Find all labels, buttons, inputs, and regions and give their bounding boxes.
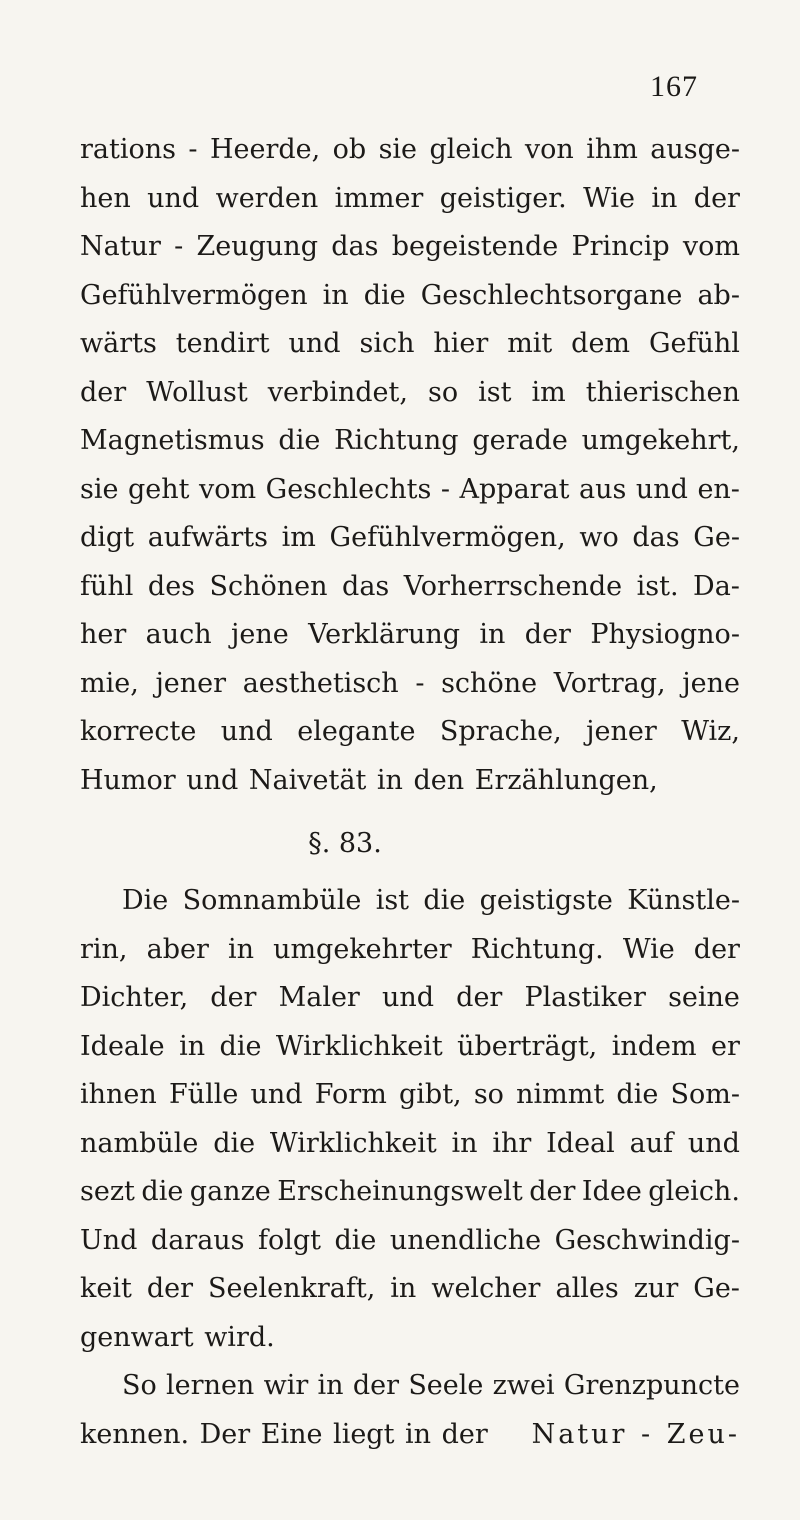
text-line: Magnetismus die Richtung gerade umgekehrt, [80, 425, 740, 456]
text-line: Natur - Zeugung das begeistende Princip vom [80, 231, 740, 262]
text-line: korrecte und elegante Sprache, jener Wiz, [80, 716, 740, 747]
text-line: mie, jener aesthetisch - schöne Vortrag, jene [80, 667, 740, 699]
paragraph-2 [80, 877, 740, 1362]
page-number: 167 [650, 70, 698, 103]
text-line: Dichter, der Maler und der Plastiker seine [80, 982, 740, 1013]
text-line-spaced: Natur - Zeu- [531, 1418, 740, 1450]
text-line: rin, aber in umgekehrter Richtung. Wie der [80, 933, 740, 965]
text-line: nambüle die Wirklichkeit in ihr Ideal auf und [80, 1127, 740, 1159]
text-line: Ideale in die Wirklichkeit überträgt, indem er [80, 1030, 740, 1062]
text-line: So lernen wir in der Seele zwei Grenzpuncte [122, 1370, 740, 1401]
text-line: sie geht vom Geschlechts - Apparat aus und en- [80, 473, 740, 505]
text-line: Und daraus folgt die unendliche Geschwindig- [80, 1224, 740, 1256]
text-block [80, 126, 740, 1459]
text-line: digt aufwärts im Gefühlvermögen, wo das Ge- [80, 522, 740, 553]
text-line: genwart wird. [80, 1321, 275, 1353]
text-line-start: kennen. Der Eine liegt in der [80, 1418, 488, 1450]
text-line: hen und werden immer geistiger. Wie in der [80, 182, 740, 214]
text-line [80, 1411, 740, 1460]
section-heading: §. 83. [308, 828, 382, 859]
text-line: ihnen Fülle und Form gibt, so nimmt die Som- [80, 1079, 740, 1110]
text-line: her auch jene Verklärung in der Physiogno- [80, 619, 740, 650]
text-line: wärts tendirt und sich hier mit dem Gefühl [80, 328, 740, 359]
text-line: rations - Heerde, ob sie gleich von ihm ausge- [80, 134, 740, 165]
text-line: sezt die ganze Erscheinungswelt der Idee gleich. [80, 1176, 740, 1207]
text-line: Humor und Naivetät in den Erzählungen, [80, 764, 658, 796]
paragraph-1 [80, 126, 740, 805]
text-line: fühl des Schönen das Vorherrschende ist. Da- [80, 570, 740, 602]
text-line: keit der Seelenkraft, in welcher alles zur Ge- [80, 1273, 740, 1304]
text-line: der Wollust verbindet, so ist im thierischen [80, 376, 740, 408]
text-line: Gefühlvermögen in die Geschlechtsorgane ab- [80, 279, 740, 311]
text-line: Die Somnambüle ist die geistigste Künstle- [122, 885, 740, 916]
